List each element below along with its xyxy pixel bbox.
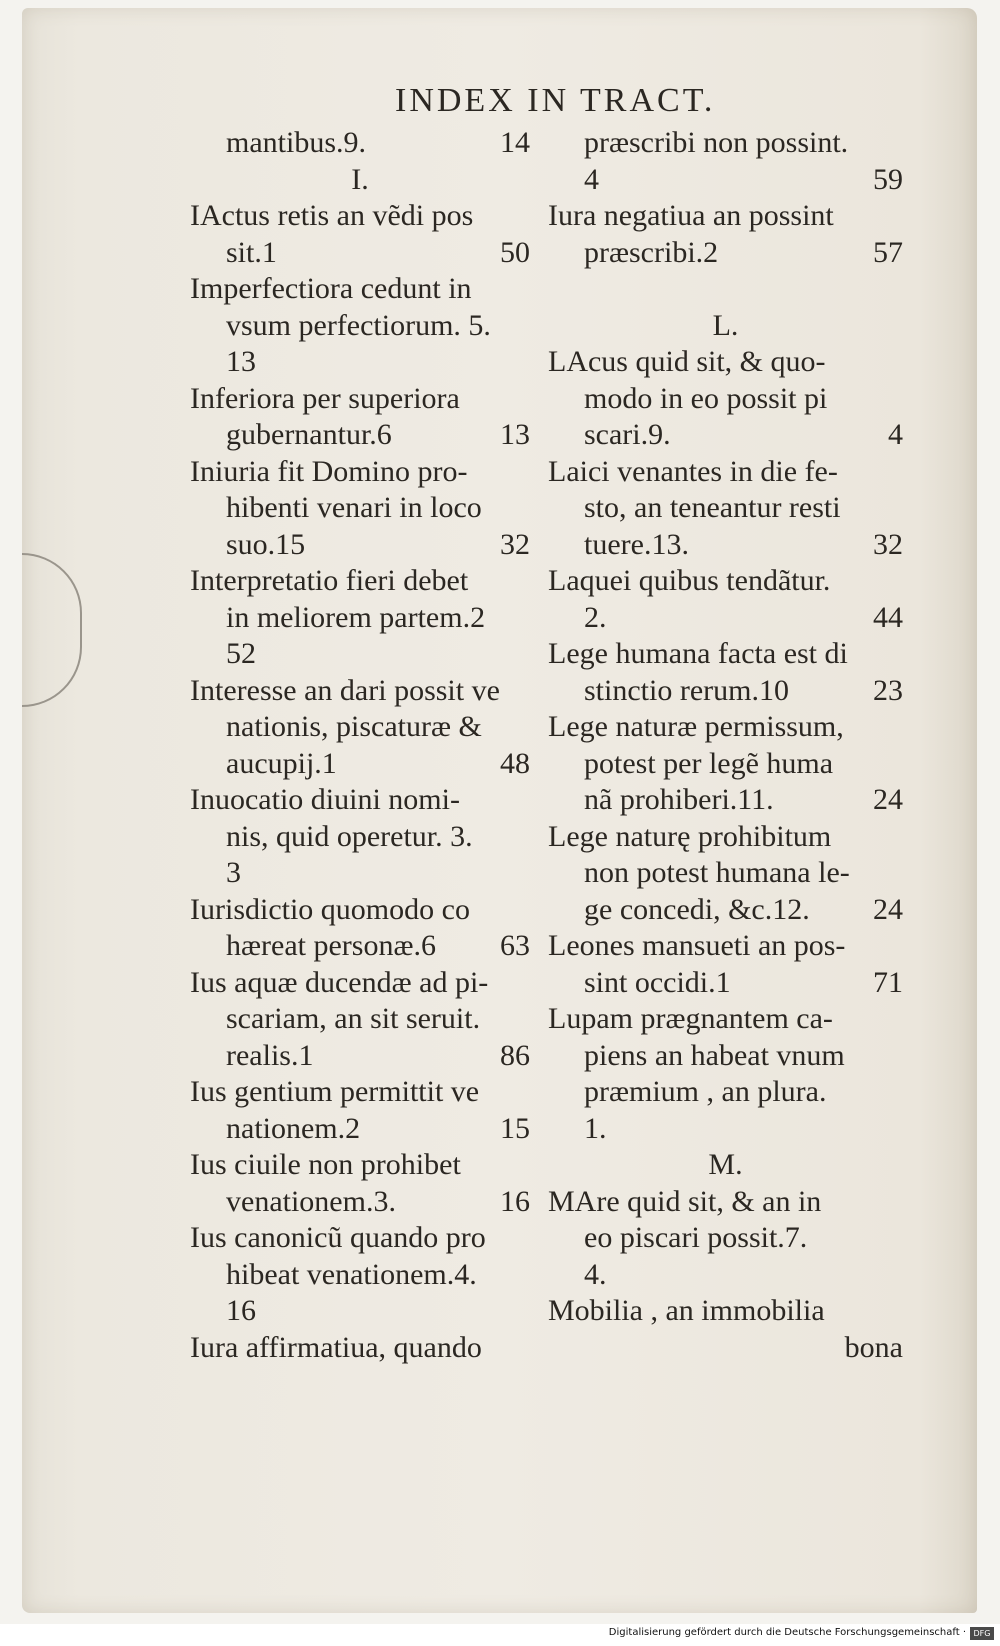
entry-text: hæreat personæ.6 (226, 929, 436, 962)
entry-text: 3 (226, 856, 241, 889)
left-index-line (190, 1184, 530, 1221)
right-index-line (548, 1147, 903, 1184)
entry-text: sit.1 (226, 235, 277, 269)
entry-text: 4 (584, 162, 599, 196)
entry-text: Ius ciuile non prohibet (190, 1148, 461, 1181)
footer-bar (0, 1624, 1000, 1646)
entry-text: hibeat venationem.4. (226, 1257, 477, 1291)
left-index-line (190, 527, 530, 564)
page-number: 86 (500, 1038, 530, 1072)
entry-text: bona (844, 1330, 903, 1364)
entry-text: L. (712, 308, 739, 342)
entry-text: Imperfectiora cedunt in (190, 272, 472, 305)
entry-text: MAre quid sit, & an in (548, 1184, 822, 1218)
right-index-line (548, 344, 903, 381)
entry-text: modo in eo possit pi (584, 381, 828, 415)
entry-text: ge concedi, &c.12. (584, 892, 810, 926)
left-index-line (190, 490, 530, 527)
left-index-line (190, 308, 530, 345)
left-index-line (190, 454, 530, 491)
left-index-line (190, 235, 530, 272)
left-index-line (190, 819, 530, 856)
entry-text: 16 (226, 1294, 256, 1327)
left-index-line (190, 381, 530, 418)
entry-text: I. (351, 162, 369, 196)
right-index-line (548, 381, 903, 418)
right-index-line (548, 1293, 903, 1330)
entry-text: nis, quid operetur. 3. (226, 819, 473, 853)
entry-text: Inuocatio diuini nomi- (190, 783, 460, 816)
right-index-line (548, 928, 903, 965)
page-number: 44 (873, 600, 903, 634)
entry-text: Interpretatio fieri debet (190, 564, 469, 597)
right-index-line (548, 1330, 903, 1367)
page-number: 4 (888, 418, 903, 451)
right-index-line (548, 527, 903, 564)
entry-text: hibenti venari in loco (226, 491, 482, 524)
page-number: 24 (873, 892, 903, 926)
entry-text: Leones mansueti an pos- (548, 929, 846, 962)
page-number: 50 (500, 235, 530, 269)
left-index-line (190, 271, 530, 308)
entry-text: Laici venantes in die fe- (548, 454, 838, 488)
entry-text: sint occidi.1 (584, 965, 731, 999)
left-index-line (190, 344, 530, 381)
right-index-line (548, 235, 903, 272)
page-number: 32 (500, 527, 530, 561)
entry-text: scariam, an sit seruit. (226, 1002, 481, 1035)
entry-text: mantibus.9. (226, 126, 366, 159)
page-number: 63 (500, 929, 530, 962)
entry-text: Interesse an dari possit ve (190, 673, 500, 707)
entry-text: Ius canonicũ quando pro (190, 1221, 486, 1254)
left-index-line (190, 892, 530, 929)
right-index-line (548, 162, 903, 199)
left-index-line (190, 673, 530, 710)
entry-text: Iura negatiua an possint (548, 199, 834, 232)
left-index-line (190, 746, 530, 783)
running-header: INDEX IN TRACT. (395, 82, 716, 119)
dfg-logo: DFG (970, 1627, 994, 1640)
right-index-line (548, 1184, 903, 1221)
left-index-line (190, 1220, 530, 1257)
right-index-line (548, 563, 903, 600)
page-number: 57 (873, 235, 903, 269)
entry-text: Iura affirmatiua, quando (190, 1330, 482, 1364)
left-index-line (190, 855, 530, 892)
entry-text: sto, an teneantur resti (584, 491, 841, 524)
left-index-line (190, 1111, 530, 1148)
page-number: 14 (500, 126, 530, 159)
right-column (548, 125, 903, 1366)
right-index-line (548, 1001, 903, 1038)
right-index-line (548, 600, 903, 637)
right-index-line (548, 782, 903, 819)
left-index-line (190, 600, 530, 637)
entry-text: præscribi non possint. (584, 126, 849, 159)
left-index-line (190, 1038, 530, 1075)
entry-text: venationem.3. (226, 1184, 396, 1218)
page-number: 16 (500, 1184, 530, 1218)
entry-text: præscribi.2 (584, 235, 719, 269)
footer-credit: Digitalisierung gefördert durch die Deutsche Forschungsgemeinschaft · (608, 1627, 966, 1638)
left-index-line (190, 198, 530, 235)
right-index-line (548, 1220, 903, 1257)
left-index-line (190, 782, 530, 819)
page-number: 48 (500, 746, 530, 780)
entry-text: LAcus quid sit, & quo- (548, 345, 826, 378)
entry-text: Lege humana facta est di (548, 637, 848, 670)
entry-text: Lupam prægnantem ca- (548, 1002, 833, 1035)
page-number: 32 (873, 527, 903, 561)
right-index-line (548, 1038, 903, 1075)
left-index-line (190, 1074, 530, 1111)
entry-text: M. (708, 1148, 743, 1181)
entry-text: scari.9. (584, 418, 671, 451)
entry-text: Lege naturæ permissum, (548, 710, 844, 743)
entry-text: Iniuria fit Domino pro- (190, 454, 468, 488)
left-index-line (190, 709, 530, 746)
entry-text: non potest humana le- (584, 856, 850, 889)
entry-text: 4. (584, 1257, 607, 1291)
left-index-line (190, 563, 530, 600)
right-index-line (548, 892, 903, 929)
right-index-line (548, 636, 903, 673)
right-index-line (548, 125, 903, 162)
right-index-line (548, 965, 903, 1002)
left-index-line (190, 1001, 530, 1038)
left-index-line (190, 636, 530, 673)
entry-text: stinctio rerum.10 (584, 673, 789, 707)
left-index-line (190, 1147, 530, 1184)
entry-text: 52 (226, 637, 256, 670)
entry-text: Ius aquæ ducendæ ad pi- (190, 965, 489, 999)
right-index-line (548, 746, 903, 783)
entry-text: nã prohiberi.11. (584, 783, 774, 816)
right-index-line (548, 1074, 903, 1111)
left-index-line (190, 417, 530, 454)
entry-text: tuere.13. (584, 527, 689, 561)
entry-text: Iurisdictio quomodo co (190, 892, 470, 926)
right-index-line (548, 271, 903, 308)
entry-text: Mobilia , an immobilia (548, 1294, 825, 1327)
entry-text: nationem.2 (226, 1111, 361, 1145)
entry-text: vsum perfectiorum. 5. (226, 308, 491, 342)
page-tab-fold (22, 553, 82, 707)
entry-text: gubernantur.6 (226, 418, 392, 451)
page-number: 71 (873, 965, 903, 999)
left-index-line (190, 162, 530, 199)
left-column (190, 125, 530, 1366)
entry-text: potest per legẽ huma (584, 746, 834, 780)
right-index-line (548, 855, 903, 892)
right-index-line (548, 1257, 903, 1294)
page-number: 23 (873, 673, 903, 707)
right-index-line (548, 490, 903, 527)
entry-text: Ius gentium permittit ve (190, 1075, 480, 1108)
left-index-line (190, 928, 530, 965)
right-index-line (548, 1111, 903, 1148)
page-number: 59 (873, 162, 903, 196)
entry-text: præmium , an plura. (584, 1075, 827, 1108)
left-index-line (190, 965, 530, 1002)
entry-text: piens an habeat vnum (584, 1038, 845, 1072)
entry-text: eo piscari possit.7. (584, 1221, 808, 1254)
left-index-line (190, 125, 530, 162)
entry-text: 2. (584, 600, 607, 634)
right-index-line (548, 819, 903, 856)
left-index-line (190, 1293, 530, 1330)
page-number: 15 (500, 1111, 530, 1145)
entry-text: aucupij.1 (226, 746, 337, 780)
entry-text: in meliorem partem.2 (226, 600, 486, 634)
left-index-line (190, 1330, 530, 1367)
entry-text: nationis, piscaturæ & (226, 710, 482, 743)
entry-text: suo.15 (226, 527, 306, 561)
page-number: 13 (500, 418, 530, 451)
right-index-line (548, 308, 903, 345)
entry-text: 1. (584, 1111, 607, 1145)
left-index-line (190, 1257, 530, 1294)
entry-text: Lege naturę prohibitum (548, 819, 832, 853)
entry-text: realis.1 (226, 1038, 314, 1072)
entry-text: IActus retis an vẽdi pos (190, 199, 474, 232)
right-index-line (548, 198, 903, 235)
page-number: 24 (873, 783, 903, 816)
entry-text: 13 (226, 345, 256, 378)
right-index-line (548, 454, 903, 491)
entry-text: Laquei quibus tendãtur. (548, 564, 831, 597)
right-index-line (548, 417, 903, 454)
right-index-line (548, 709, 903, 746)
right-index-line (548, 673, 903, 710)
entry-text: Inferiora per superiora (190, 381, 460, 415)
